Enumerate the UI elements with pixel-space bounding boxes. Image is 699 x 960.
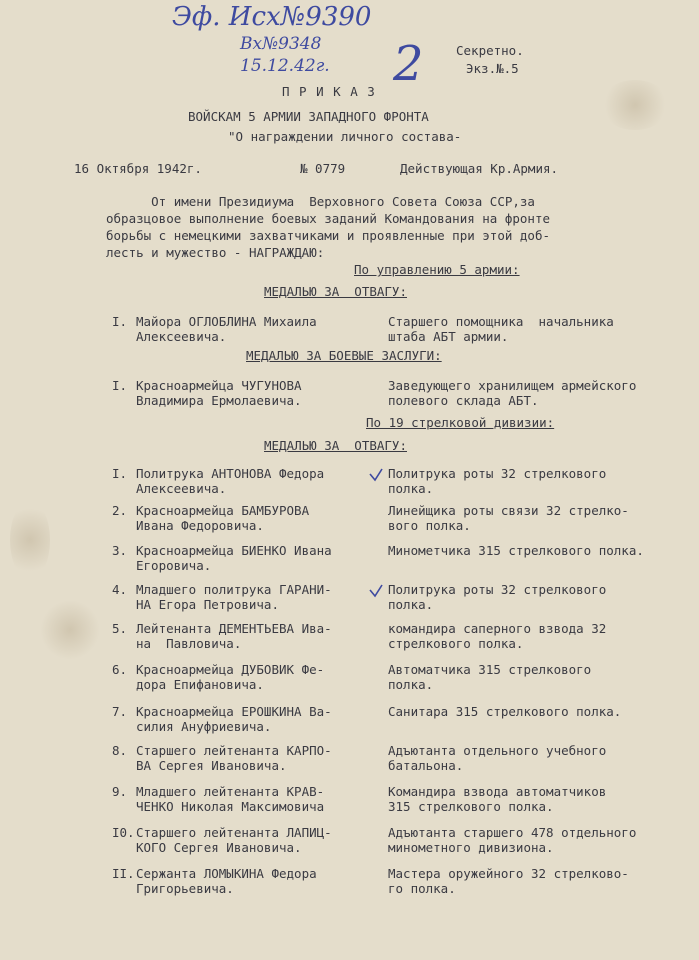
entry-number: I. (112, 466, 128, 481)
entry-position: батальона. (388, 758, 464, 773)
entry-name: КОГО Сергея Ивановича. (136, 840, 302, 855)
preamble-line: От имени Президиума Верховного Совета Союза ССР,за (106, 194, 535, 209)
entry-number: I. (112, 314, 128, 329)
entry-position: Адъютанта отдельного учебного (388, 743, 607, 758)
handwritten-copy-number: 2 (393, 36, 424, 92)
order-army: Действующая Кр.Армия. (400, 161, 559, 176)
entry-number: 3. (112, 543, 128, 558)
entry-name: Владимира Ермолаевича. (136, 393, 302, 408)
entry-name: Алексеевича. (136, 329, 227, 344)
entry-name: Григорьевича. (136, 881, 234, 896)
entry-position: Автоматчика 315 стрелкового (388, 662, 592, 677)
entry-name: Старшего лейтенанта КАРПО- (136, 743, 332, 758)
award-heading: МЕДАЛЬЮ ЗА ОТВАГУ: (264, 438, 407, 453)
section-heading: По 19 стрелковой дивизии: (366, 415, 555, 430)
entry-number: 5. (112, 621, 128, 636)
entry-position: Линейщика роты связи 32 стрелко- (388, 503, 629, 518)
checkmark-icon (368, 584, 384, 598)
entry-position: полка. (388, 481, 434, 496)
entry-name: Младшего лейтенанта КРАВ- (136, 784, 325, 799)
entry-name: Красноармейца БИЕНКО Ивана (136, 543, 332, 558)
entry-name: Алексеевича. (136, 481, 227, 496)
paper-stain (600, 80, 670, 130)
handwritten-date: 15.12.42г. (240, 56, 330, 76)
entry-position: минометного дивизиона. (388, 840, 554, 855)
preamble-line: борьбы с немецкими захватчиками и проявленные при этой доб- (106, 228, 551, 243)
award-heading: МЕДАЛЬЮ ЗА БОЕВЫЕ ЗАСЛУГИ: (246, 348, 442, 363)
entry-name: Егоровича. (136, 558, 212, 573)
preamble-line: образцовое выполнение боевых заданий Командования на фронте (106, 211, 551, 226)
entry-position: Старшего помощника начальника (388, 314, 614, 329)
entry-position: командира саперного взвода 32 (388, 621, 607, 636)
order-number: № 0779 (300, 161, 346, 176)
entry-number: II. (112, 866, 135, 881)
entry-position: 315 стрелкового полка. (388, 799, 554, 814)
entry-name: Ивана Федоровича. (136, 518, 264, 533)
entry-name: Политрука АНТОНОВА Федора (136, 466, 325, 481)
entry-name: НА Егора Петровича. (136, 597, 279, 612)
entry-position: Политрука роты 32 стрелкового (388, 582, 607, 597)
entry-position: стрелкового полка. (388, 636, 524, 651)
entry-position: Адъютанта старшего 478 отдельного (388, 825, 637, 840)
entry-number: 8. (112, 743, 128, 758)
entry-position: Санитара 315 стрелкового полка. (388, 704, 622, 719)
entry-name: Младшего политрука ГАРАНИ- (136, 582, 332, 597)
entry-position: го полка. (388, 881, 456, 896)
order-date: 16 Октября 1942г. (74, 161, 202, 176)
checkmark-icon (368, 468, 384, 482)
entry-position: вого полка. (388, 518, 471, 533)
entry-position: штаба АБТ армии. (388, 329, 509, 344)
entry-position: Минометчика 315 стрелкового полка. (388, 543, 644, 558)
paper-stain (40, 600, 100, 660)
order-topic: "О награждении личного состава- (228, 129, 462, 144)
entry-number: 7. (112, 704, 128, 719)
handwritten-incoming-number: Вх№9348 (240, 34, 322, 54)
section-heading: По управлению 5 армии: (354, 262, 520, 277)
entry-position: Мастера оружейного 32 стрелково- (388, 866, 629, 881)
order-subtitle: ВОЙСКАМ 5 АРМИИ ЗАПАДНОГО ФРОНТА (188, 109, 429, 124)
entry-name: Красноармейца БАМБУРОВА (136, 503, 310, 518)
entry-number: 6. (112, 662, 128, 677)
entry-position: полка. (388, 677, 434, 692)
preamble-line: лесть и мужество - НАГРАЖДАЮ: (106, 245, 325, 260)
order-title: П Р И К А З (282, 84, 376, 99)
entry-name: ЧЕНКО Николая Максимовича (136, 799, 325, 814)
entry-name: Красноармейца ЕРОШКИНА Ва- (136, 704, 332, 719)
entry-position: полка. (388, 597, 434, 612)
entry-number: 4. (112, 582, 128, 597)
entry-name: Старшего лейтенанта ЛАПИЦ- (136, 825, 332, 840)
entry-position: Командира взвода автоматчиков (388, 784, 607, 799)
entry-position: Заведующего хранилищем армейского (388, 378, 637, 393)
entry-name: Лейтенанта ДЕМЕНТЬЕВА Ива- (136, 621, 332, 636)
entry-name: силия Ануфриевича. (136, 719, 272, 734)
entry-name: Красноармейца ДУБОВИК Фе- (136, 662, 325, 677)
handwritten-outgoing-number: Эф. Исх№9390 (172, 2, 372, 32)
entry-position: полевого склада АБТ. (388, 393, 539, 408)
entry-number: I0. (112, 825, 135, 840)
entry-name: Красноармейца ЧУГУНОВА (136, 378, 302, 393)
entry-name: Сержанта ЛОМЫКИНА Федора (136, 866, 317, 881)
entry-name: дора Епифановича. (136, 677, 264, 692)
classification-secret: Секретно. (456, 43, 524, 58)
entry-name: Майора ОГЛОБЛИНА Михаила (136, 314, 317, 329)
entry-name: ВА Сергея Ивановича. (136, 758, 287, 773)
entry-name: на Павловича. (136, 636, 242, 651)
classification-copy: Экз.№.5 (466, 61, 519, 76)
entry-number: 9. (112, 784, 128, 799)
entry-position: Политрука роты 32 стрелкового (388, 466, 607, 481)
award-heading: МЕДАЛЬЮ ЗА ОТВАГУ: (264, 284, 407, 299)
paper-stain (10, 500, 50, 580)
entry-number: I. (112, 378, 128, 393)
entry-number: 2. (112, 503, 128, 518)
